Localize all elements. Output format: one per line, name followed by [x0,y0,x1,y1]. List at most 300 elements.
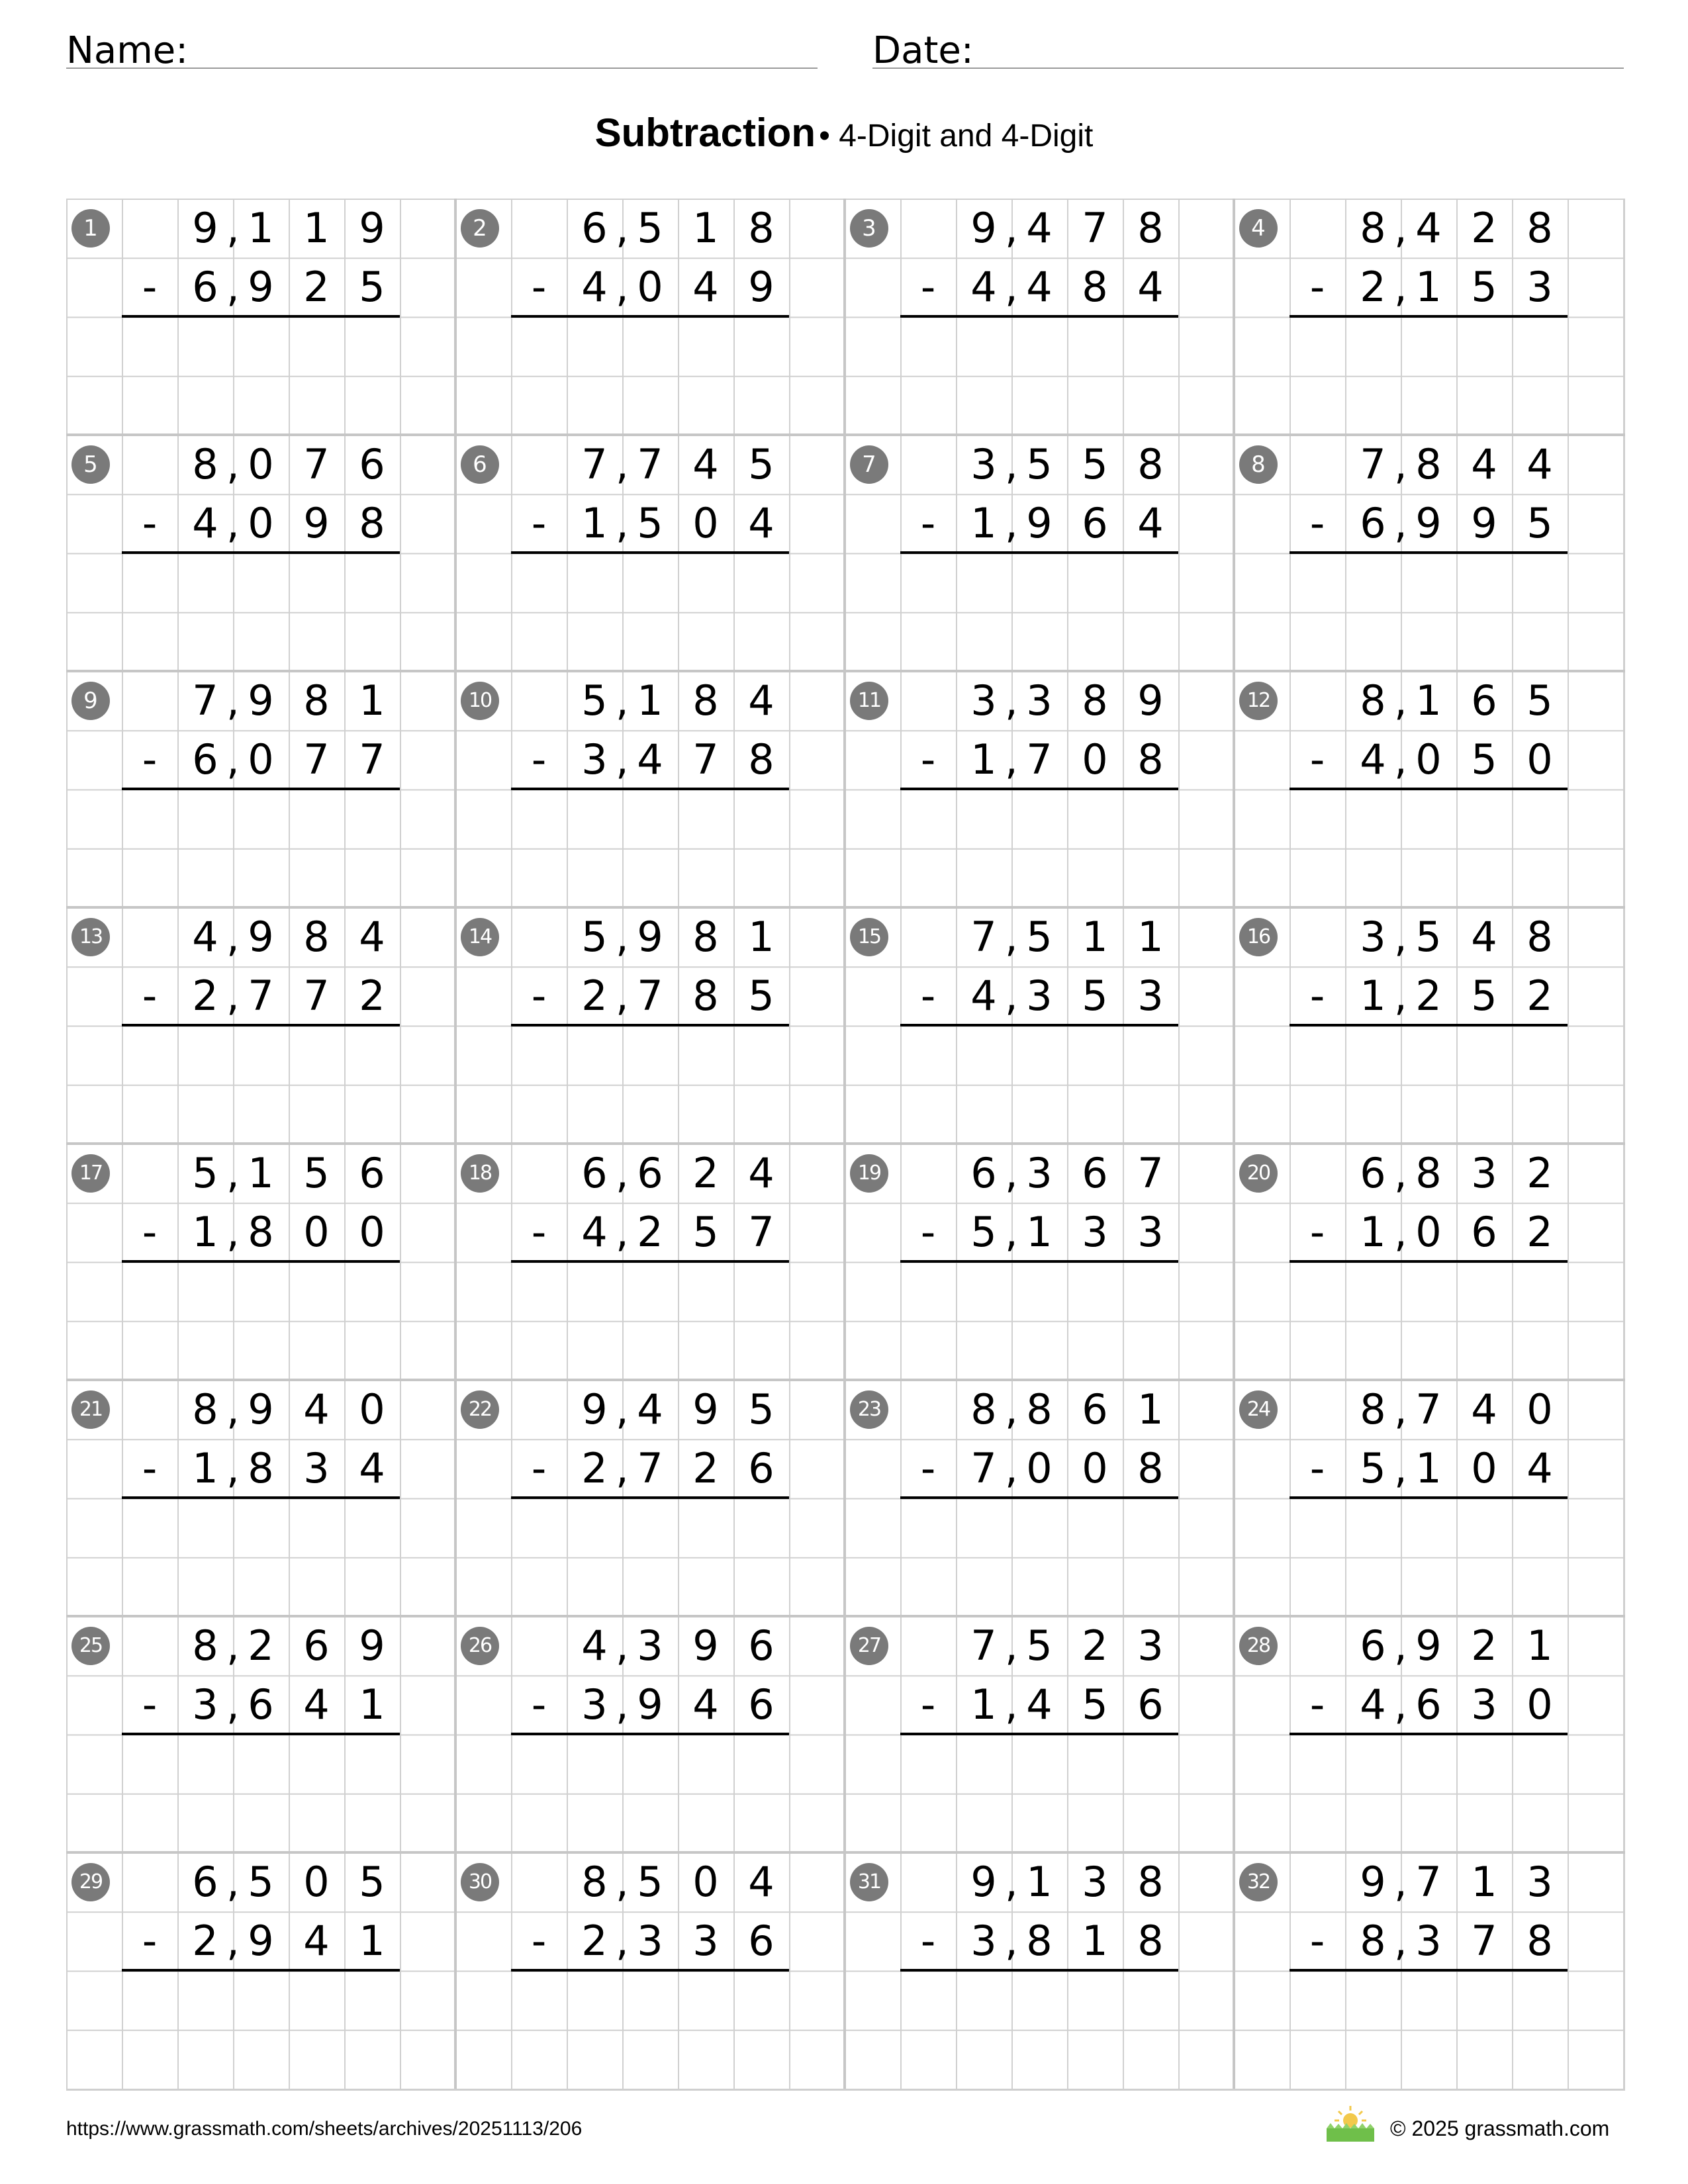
problem-7 [845,435,1234,671]
problem-number-badge: 24 [1239,1390,1278,1429]
answer-area[interactable] [1289,1972,1568,2088]
subtrahend-digit: 4 [303,1917,330,1966]
minus-sign: - [531,1208,547,1257]
minuend-digit: 1 [1415,676,1442,725]
answer-area[interactable] [900,1972,1178,2088]
answer-area[interactable] [900,318,1178,434]
subtrahend-digit: 5 [692,1208,719,1257]
minuend-digit: 8 [1526,913,1553,961]
minus-sign: - [531,735,547,784]
answer-area[interactable] [122,1499,400,1615]
subtrahend-digit: 1 [359,1917,385,1966]
thousands-separator: , [616,204,629,252]
answer-area[interactable] [511,790,789,907]
minuend-digit: 9 [970,1858,997,1906]
answer-area[interactable] [900,790,1178,907]
subtrahend-digit: 3 [692,1917,719,1966]
minuend-digit: 1 [1082,913,1108,961]
minus-sign: - [531,1444,547,1493]
name-line[interactable] [66,68,818,69]
subtrahend-digit: 7 [248,972,274,1021]
thousands-separator: , [1005,440,1018,488]
subtrahend-digit: 8 [748,735,774,784]
minuend-digit: 1 [1526,1621,1553,1670]
minuend-digit: 1 [748,913,774,961]
minuend-digit: 6 [1471,676,1497,725]
subtrahend-digit: 1 [581,499,608,548]
minus-sign: - [1309,1680,1325,1729]
minuend-digit: 1 [692,204,719,252]
subtrahend-digit: 4 [748,499,774,548]
minuend-digit: 8 [1415,1149,1442,1197]
subtrahend-digit: 8 [1137,1917,1164,1966]
subtrahend-digit: 0 [359,1208,385,1257]
minuend-digit: 3 [1137,1621,1164,1670]
answer-area[interactable] [1289,1026,1568,1143]
answer-area[interactable] [511,1263,789,1379]
problem-14 [455,907,845,1144]
minuend-digit: 5 [248,1858,274,1906]
subtrahend-digit: 5 [1471,263,1497,312]
thousands-separator: , [1394,972,1407,1021]
minuend-digit: 4 [748,1858,774,1906]
thousands-separator: , [1394,440,1407,488]
subtrahend-digit: 8 [1526,1917,1553,1966]
minuend-digit: 6 [359,1149,385,1197]
minuend-digit: 5 [581,913,608,961]
answer-area[interactable] [511,554,789,670]
minuend-digit: 5 [1026,440,1053,488]
minuend-digit: 8 [303,676,330,725]
problem-number-badge: 26 [461,1627,499,1665]
subtrahend-digit: 4 [359,1444,385,1493]
subtrahend-digit: 4 [1026,263,1053,312]
minuend-digit: 7 [192,676,218,725]
subtrahend-digit: 6 [248,1680,274,1729]
minus-sign: - [1309,1917,1325,1966]
answer-area[interactable] [122,1972,400,2088]
minuend-digit: 8 [1082,676,1108,725]
minuend-digit: 6 [1360,1621,1386,1670]
minuend-digit: 2 [248,1621,274,1670]
minus-sign: - [142,1208,158,1257]
problem-number-badge: 2 [461,209,499,248]
problem-number-badge: 8 [1239,445,1278,484]
subtrahend-digit: 2 [581,972,608,1021]
minuend-digit: 8 [1137,1858,1164,1906]
minuend-digit: 6 [581,204,608,252]
subtrahend-digit: 7 [359,735,385,784]
subtrahend-digit: 7 [1026,735,1053,784]
answer-area[interactable] [122,1735,400,1852]
minuend-digit: 7 [1360,440,1386,488]
problem-number-badge: 22 [461,1390,499,1429]
subtrahend-digit: 4 [1360,1680,1386,1729]
problem-number-badge: 27 [850,1627,888,1665]
minus-sign: - [920,1208,936,1257]
subtrahend-digit: 5 [1471,972,1497,1021]
problem-1 [66,199,455,435]
minuend-digit: 3 [970,440,997,488]
minuend-digit: 5 [748,440,774,488]
minuend-digit: 9 [692,1385,719,1433]
minuend-digit: 6 [192,1858,218,1906]
subtrahend-digit: 6 [1137,1680,1164,1729]
thousands-separator: , [226,1680,240,1729]
answer-area[interactable] [511,1735,789,1852]
thousands-separator: , [1005,1917,1018,1966]
thousands-separator: , [1394,1680,1407,1729]
answer-area[interactable] [1289,318,1568,434]
minuend-digit: 4 [192,913,218,961]
minuend-digit: 8 [748,204,774,252]
answer-area[interactable] [122,1263,400,1379]
problem-number-badge: 1 [71,209,110,248]
subtrahend-digit: 2 [359,972,385,1021]
thousands-separator: , [226,263,240,312]
minuend-digit: 8 [1360,204,1386,252]
thousands-separator: , [1005,1208,1018,1257]
minuend-digit: 6 [748,1621,774,1670]
minuend-digit: 0 [303,1858,330,1906]
problem-number-badge: 12 [1239,682,1278,720]
problem-5 [66,435,455,671]
problem-number-badge: 21 [71,1390,110,1429]
answer-area[interactable] [1289,554,1568,670]
minuend-digit: 7 [970,913,997,961]
problem-number-badge: 19 [850,1154,888,1193]
minuend-digit: 4 [1471,440,1497,488]
subtrahend-digit: 0 [303,1208,330,1257]
subtrahend-digit: 1 [192,1444,218,1493]
minuend-digit: 5 [1415,913,1442,961]
thousands-separator: , [1394,1858,1407,1906]
minuend-digit: 5 [303,1149,330,1197]
minuend-digit: 6 [637,1149,663,1197]
minuend-digit: 9 [359,204,385,252]
minuend-digit: 3 [970,676,997,725]
answer-area[interactable] [900,554,1178,670]
subtrahend-digit: 0 [248,735,274,784]
minuend-digit: 1 [248,1149,274,1197]
date-line[interactable] [872,68,1624,69]
subtrahend-digit: 5 [970,1208,997,1257]
subtrahend-digit: 0 [637,263,663,312]
subtrahend-digit: 0 [1026,1444,1053,1493]
answer-area[interactable] [122,318,400,434]
answer-area[interactable] [511,318,789,434]
minuend-digit: 9 [192,204,218,252]
problem-number-badge: 15 [850,918,888,956]
thousands-separator: , [1005,499,1018,548]
minuend-digit: 7 [303,440,330,488]
answer-area[interactable] [900,1735,1178,1852]
minuend-digit: 4 [303,1385,330,1433]
problem-23 [845,1380,1234,1616]
problem-22 [455,1380,845,1616]
problem-26 [455,1616,845,1852]
problem-number-badge: 3 [850,209,888,248]
minuend-digit: 5 [359,1858,385,1906]
minus-sign: - [531,1680,547,1729]
minuend-digit: 9 [581,1385,608,1433]
answer-area[interactable] [1289,1735,1568,1852]
subtrahend-digit: 1 [359,1680,385,1729]
subtrahend-digit: 2 [1526,972,1553,1021]
subtrahend-digit: 2 [192,972,218,1021]
minuend-digit: 9 [248,676,274,725]
minuend-digit: 6 [1082,1149,1108,1197]
answer-area[interactable] [1289,790,1568,907]
minuend-digit: 9 [637,913,663,961]
subtrahend-digit: 2 [581,1917,608,1966]
subtrahend-digit: 4 [192,499,218,548]
subtrahend-digit: 2 [303,263,330,312]
minus-sign: - [531,1917,547,1966]
minus-sign: - [920,972,936,1021]
minuend-digit: 7 [1082,204,1108,252]
minuend-digit: 4 [1526,440,1553,488]
problem-21 [66,1380,455,1616]
minuend-digit: 4 [1471,913,1497,961]
thousands-separator: , [616,1621,629,1670]
minuend-digit: 1 [637,676,663,725]
subtrahend-digit: 8 [359,499,385,548]
subtrahend-digit: 4 [303,1680,330,1729]
problem-10 [455,671,845,907]
minuend-digit: 8 [303,913,330,961]
subtrahend-digit: 4 [1026,1680,1053,1729]
minuend-digit: 9 [359,1621,385,1670]
subtrahend-digit: 8 [1360,1917,1386,1966]
problem-number-badge: 7 [850,445,888,484]
subtrahend-digit: 1 [192,1208,218,1257]
thousands-separator: , [1005,972,1018,1021]
minuend-digit: 7 [970,1621,997,1670]
subtrahend-digit: 6 [1082,499,1108,548]
problem-number-badge: 18 [461,1154,499,1193]
minuend-digit: 9 [248,913,274,961]
grass-sun-logo-icon [1324,2103,1377,2143]
answer-area[interactable] [122,554,400,670]
subtrahend-digit: 1 [1082,1917,1108,1966]
answer-area[interactable] [122,1026,400,1143]
problem-15 [845,907,1234,1144]
problem-28 [1234,1616,1623,1852]
subtrahend-digit: 3 [1082,1208,1108,1257]
minus-sign: - [920,1917,936,1966]
subtrahend-digit: 2 [581,1444,608,1493]
thousands-separator: , [1394,735,1407,784]
subtrahend-digit: 8 [248,1208,274,1257]
subtrahend-digit: 4 [637,735,663,784]
minuend-digit: 4 [581,1621,608,1670]
thousands-separator: , [226,1444,240,1493]
subtrahend-digit: 6 [192,735,218,784]
problem-27 [845,1616,1234,1852]
minuend-digit: 6 [1082,1385,1108,1433]
subtrahend-digit: 8 [1137,1444,1164,1493]
minus-sign: - [1309,1444,1325,1493]
problem-6 [455,435,845,671]
minus-sign: - [1309,972,1325,1021]
minuend-digit: 4 [1471,1385,1497,1433]
minuend-digit: 5 [1082,440,1108,488]
subtrahend-digit: 7 [748,1208,774,1257]
thousands-separator: , [1394,499,1407,548]
thousands-separator: , [616,1208,629,1257]
subtrahend-digit: 4 [970,972,997,1021]
minuend-digit: 1 [1471,1858,1497,1906]
subtrahend-digit: 0 [1082,1444,1108,1493]
minus-sign: - [920,499,936,548]
subtrahend-digit: 8 [1026,1917,1053,1966]
subtrahend-digit: 5 [359,263,385,312]
minuend-digit: 9 [1137,676,1164,725]
answer-area[interactable] [511,1972,789,2088]
thousands-separator: , [616,1680,629,1729]
subtrahend-digit: 9 [1026,499,1053,548]
minuend-digit: 6 [970,1149,997,1197]
minuend-digit: 8 [1526,204,1553,252]
minus-sign: - [1309,1208,1325,1257]
problem-11 [845,671,1234,907]
minus-sign: - [920,263,936,312]
problem-number-badge: 25 [71,1627,110,1665]
subtrahend-digit: 1 [970,499,997,548]
minuend-digit: 8 [192,440,218,488]
problem-number-badge: 16 [1239,918,1278,956]
thousands-separator: , [616,972,629,1021]
thousands-separator: , [1005,913,1018,961]
problem-number-badge: 14 [461,918,499,956]
subtrahend-digit: 6 [748,1680,774,1729]
problem-13 [66,907,455,1144]
minuend-digit: 3 [1026,676,1053,725]
problem-number-badge: 4 [1239,209,1278,248]
problem-31 [845,1852,1234,2089]
subtrahend-digit: 2 [192,1917,218,1966]
minuend-digit: 4 [1026,204,1053,252]
subtrahend-digit: 1 [970,735,997,784]
footer-copyright: © 2025 grassmath.com [1390,2116,1610,2140]
thousands-separator: , [1005,1149,1018,1197]
problem-number-badge: 23 [850,1390,888,1429]
subtrahend-digit: 8 [1137,735,1164,784]
answer-area[interactable] [1289,1499,1568,1615]
subtrahend-digit: 6 [1360,499,1386,548]
thousands-separator: , [226,676,240,725]
problem-4 [1234,199,1623,435]
subtrahend-digit: 0 [1526,735,1553,784]
footer-url[interactable]: https://www.grassmath.com/sheets/archives/20251113/206 [66,2118,583,2140]
subtrahend-digit: 4 [692,263,719,312]
subtrahend-digit: 2 [1415,972,1442,1021]
minuend-digit: 4 [1415,204,1442,252]
subtrahend-digit: 3 [1471,1680,1497,1729]
thousands-separator: , [1005,1680,1018,1729]
thousands-separator: , [1394,913,1407,961]
problem-2 [455,199,845,435]
subtrahend-digit: 4 [1137,263,1164,312]
minuend-digit: 9 [248,1385,274,1433]
subtrahend-digit: 7 [303,972,330,1021]
minuend-digit: 6 [1360,1149,1386,1197]
answer-area[interactable] [900,1026,1178,1143]
minus-sign: - [142,1680,158,1729]
minuend-digit: 1 [248,204,274,252]
subtrahend-digit: 0 [1082,735,1108,784]
thousands-separator: , [226,1917,240,1966]
minuend-digit: 0 [692,1858,719,1906]
page-title [0,110,1688,156]
minuend-digit: 3 [1471,1149,1497,1197]
subtrahend-digit: 1 [1360,1208,1386,1257]
problem-29 [66,1852,455,2089]
subtrahend-digit: 7 [637,972,663,1021]
minuend-digit: 6 [581,1149,608,1197]
thousands-separator: , [226,1858,240,1906]
thousands-separator: , [1394,1917,1407,1966]
subtrahend-digit: 0 [692,499,719,548]
subtrahend-digit: 3 [1415,1917,1442,1966]
answer-area[interactable] [1289,1263,1568,1379]
minuend-digit: 5 [637,1858,663,1906]
thousands-separator: , [226,499,240,548]
minuend-digit: 2 [692,1149,719,1197]
minuend-digit: 1 [359,676,385,725]
minuend-digit: 2 [1471,204,1497,252]
subtrahend-digit: 6 [192,263,218,312]
subtrahend-digit: 5 [1360,1444,1386,1493]
thousands-separator: , [226,735,240,784]
thousands-separator: , [1394,1621,1407,1670]
problem-number-badge: 20 [1239,1154,1278,1193]
thousands-separator: , [616,1149,629,1197]
minuend-digit: 6 [359,440,385,488]
minuend-digit: 8 [1137,440,1164,488]
minus-sign: - [142,499,158,548]
minuend-digit: 8 [692,913,719,961]
subtrahend-digit: 9 [1415,499,1442,548]
thousands-separator: , [226,913,240,961]
subtrahend-digit: 0 [1471,1444,1497,1493]
minuend-digit: 8 [1360,676,1386,725]
subtrahend-digit: 6 [748,1917,774,1966]
answer-area[interactable] [122,790,400,907]
minuend-digit: 1 [1137,913,1164,961]
problem-number-badge: 10 [461,682,499,720]
minuend-digit: 8 [1137,204,1164,252]
thousands-separator: , [616,735,629,784]
minuend-digit: 3 [1026,1149,1053,1197]
answer-area[interactable] [900,1263,1178,1379]
thousands-separator: , [616,1385,629,1433]
minus-sign: - [920,1680,936,1729]
answer-area[interactable] [900,1499,1178,1615]
subtrahend-digit: 4 [970,263,997,312]
answer-area[interactable] [511,1499,789,1615]
problem-16 [1234,907,1623,1144]
minuend-digit: 5 [192,1149,218,1197]
answer-area[interactable] [511,1026,789,1143]
minuend-digit: 8 [581,1858,608,1906]
thousands-separator: , [616,1858,629,1906]
problem-number-badge: 32 [1239,1863,1278,1901]
minuend-digit: 2 [1471,1621,1497,1670]
minuend-digit: 5 [748,1385,774,1433]
subtrahend-digit: 3 [970,1917,997,1966]
